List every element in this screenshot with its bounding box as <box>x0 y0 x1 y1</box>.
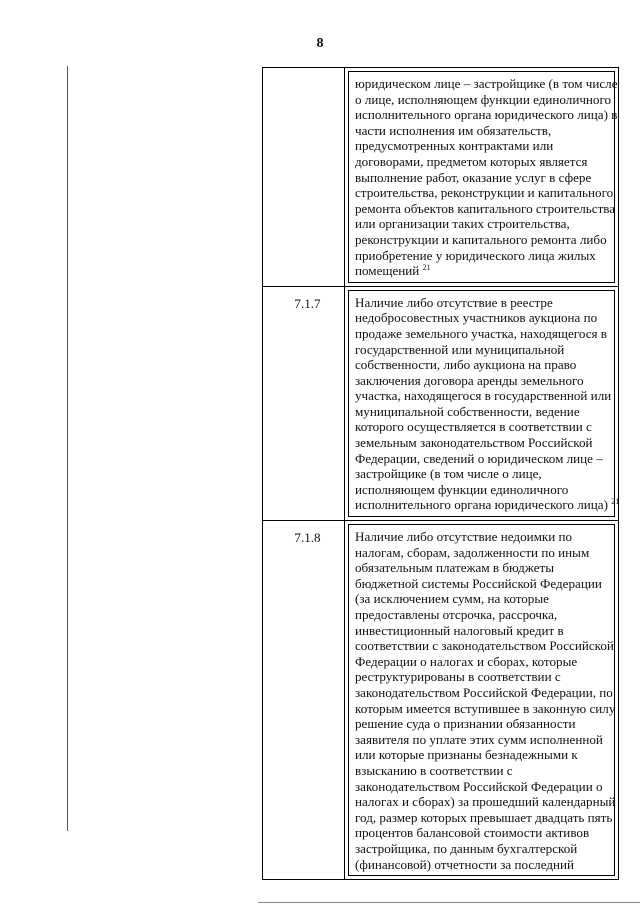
page-number: 8 <box>316 36 324 51</box>
text-line: участка, находящегося в государственной или <box>355 388 612 404</box>
text-line: законодательством Российской Федерации, по <box>355 684 613 700</box>
text-line: реструктурированы в соответствии с <box>355 669 561 685</box>
item-number-cell <box>263 521 345 880</box>
item-number-cell <box>263 68 345 287</box>
item-text-frame <box>348 290 620 517</box>
text-line: год, размер которых превышает двадцать пять <box>355 809 613 825</box>
text-line: Наличие либо отсутствие недоимки по <box>355 529 573 545</box>
text-line: соответствии с законодательством Российской <box>355 638 614 654</box>
text-line: или организации таких строительства, <box>355 216 570 232</box>
text-line: приобретение у юридического лица жилых <box>355 247 596 263</box>
text-line: бюджетной системы Российской Федерации <box>355 575 602 591</box>
table-row <box>263 68 619 287</box>
text-line: исполнительного органа юридического лица) в <box>355 107 618 123</box>
item-number: 7.1.8 <box>294 530 321 546</box>
bottom-scan-edge <box>258 902 640 903</box>
text-line: (финансовой) отчетности за последний <box>355 856 575 872</box>
text-line: или которые признаны безнадежными к <box>355 747 578 763</box>
item-text-frame <box>348 524 615 876</box>
text-line: государственной или муниципальной <box>355 341 565 357</box>
text-line <box>355 497 620 513</box>
footnote-marker: 21 <box>422 263 431 273</box>
item-number: 7.1.7 <box>294 295 321 311</box>
text-line: налогах и сборах) за прошедший календарный <box>355 794 616 810</box>
item-text-cell <box>345 68 619 287</box>
text-line: предусмотренных контрактами или <box>355 138 554 154</box>
text-line: части исполнения им обязательств, <box>355 122 552 138</box>
text-line <box>355 263 610 279</box>
text-line: земельным законодательством Российской <box>355 435 593 451</box>
text-line: которым имеется вступившее в законную силу <box>355 700 616 716</box>
item-text-cell <box>345 286 619 520</box>
text-line: взысканию в соответствии с <box>355 762 513 778</box>
item-number <box>263 68 344 77</box>
text-line: предоставлены отсрочка, рассрочка, <box>355 607 558 622</box>
text-line: выполнение работ, оказание услуг в сфере <box>355 169 592 185</box>
text-line: обязательным платежам в бюджеты <box>355 560 555 576</box>
text-line: исполняющем функции единоличного <box>355 481 569 497</box>
text-line: застройщике (в том числе о лице, <box>355 466 542 482</box>
text-line: недобросовестных участников аукциона по <box>355 310 598 326</box>
text-line: Федерации о налогах и сборах, которые <box>355 653 578 669</box>
text-line: ремонта объектов капитального строительства <box>355 200 616 216</box>
item-text-frame <box>348 71 618 283</box>
text-line: муниципальной собственности, ведение <box>355 403 580 419</box>
text-line: продаже земельного участка, находящегося в <box>355 325 607 341</box>
footnote-marker: 21 <box>611 497 620 507</box>
text-line: законодательством Российской Федерации о <box>355 778 603 794</box>
table-row <box>263 286 619 520</box>
text-line: Федерации, сведений о юридическом лице – <box>355 450 603 466</box>
table-row <box>263 521 619 880</box>
text-line: налогам, сборам, задолженности по иным <box>355 544 590 560</box>
text-line: Наличие либо отсутствие в реестре <box>355 294 553 310</box>
item-number-cell <box>263 286 345 520</box>
text-line: собственности, либо аукциона на право <box>355 357 577 373</box>
text-line: процентов балансовой стоимости активов <box>355 825 590 841</box>
text-line: юридическом лице – застройщике (в том числе <box>355 76 618 91</box>
text-line: решение суда о признании обязанности <box>355 716 576 732</box>
item-text-cell <box>345 521 619 880</box>
text-line-content: помещений <box>355 263 420 279</box>
text-line: заявителя по уплате этих сумм исполненной <box>355 731 603 747</box>
text-line-content: исполнительного органа юридического лица) <box>355 497 608 513</box>
text-line: договорами, предметом которых является <box>355 153 588 169</box>
disclosure-table <box>262 67 619 880</box>
text-line: которого осуществляется в соответствии с <box>355 419 592 435</box>
text-line: (за исключением сумм, на которые <box>355 591 549 607</box>
text-line: заключения договора аренды земельного <box>355 372 584 388</box>
text-line: инвестиционный налоговый кредит в <box>355 622 564 638</box>
text-line: застройщика, по данным бухгалтерской <box>355 840 578 856</box>
text-line: строительства, реконструкции и капитального <box>355 185 614 201</box>
text-line: реконструкции и капитального ремонта либо <box>355 231 607 247</box>
text-line: о лице, исполняющем функции единоличного <box>355 91 612 107</box>
left-margin-line <box>67 66 68 831</box>
